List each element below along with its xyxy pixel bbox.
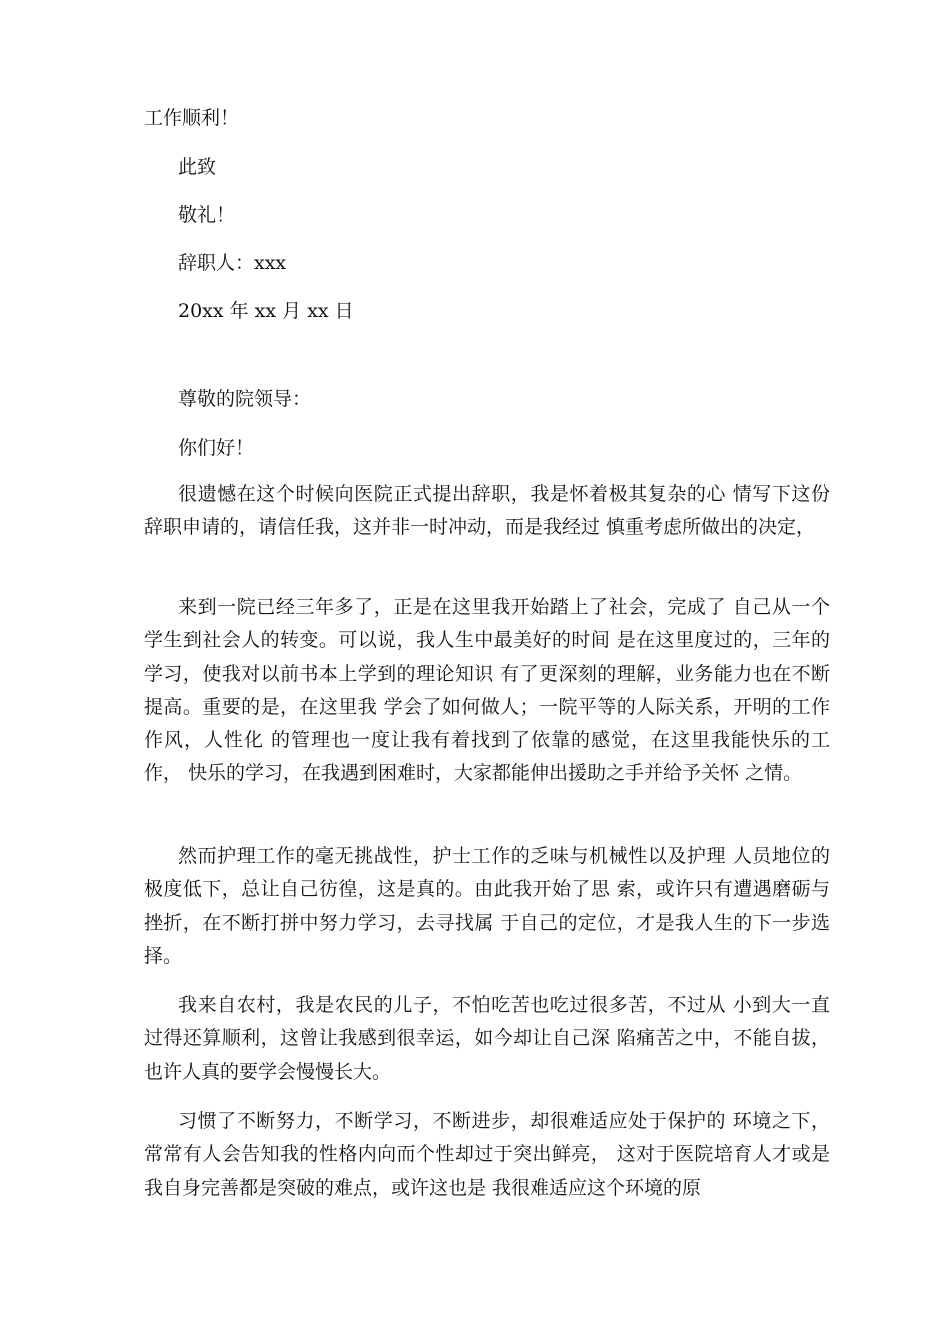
body-paragraph-1: 很遗憾在这个时候向医院正式提出辞职，我是怀着极其复杂的心 情写下这份辞职申请的，请信任我，这并非一时冲动，而是我经过 慎重考虑所做出的决定，	[144, 483, 830, 539]
body-paragraph-2: 来到一院已经三年多了，正是在这里我开始踏上了社会，完成了 自己从一个学生到社会人的转变。可以说，我人生中最美好的时间 是在这里度过的，三年的学习，使我对以前书本上学到的理论知识 有了更深刻的理解，业务能力也在不断提高。重要的是，在这里我 学会了如何做人；一院平等的人际关系，开明的工作作风，人性化 的管理也一度让我有着找到了依靠的感觉，在这里我能快乐的工作， 快乐的学习，在我遇到困难时，大家都能伸出援助之手并给予关怀 之情。	[144, 596, 830, 785]
greeting-hello: 你们好！	[178, 437, 255, 459]
date-line: 20xx 年 xx 月 xx 日	[178, 300, 354, 322]
salutation: 尊敬的院领导：	[178, 388, 312, 410]
signer-line: 辞职人：xxx	[178, 252, 287, 274]
body-paragraph-3: 然而护理工作的毫无挑战性，护士工作的乏味与机械性以及护理 人员地位的极度低下，总让自己彷徨，这是真的。由此我开始了思 索，或许只有遭遇磨砺与挫折，在不断打拼中努力学习，去寻找属 于自己的定位，才是我人生的下一步选择。	[144, 845, 830, 967]
closing-wish-line: 工作顺利！	[144, 107, 240, 129]
body-paragraph-4: 我来自农村，我是农民的儿子，不怕吃苦也吃过很多苦，不过从 小到大一直过得还算顺利，这曾让我感到很幸运，如今却让自己深 陷痛苦之中，不能自拔，也许人真的要学会慢慢长大。	[144, 994, 830, 1083]
closing-cizhi: 此致	[178, 156, 217, 178]
body-paragraph-5: 习惯了不断努力，不断学习，不断进步，却很难适应处于保护的 环境之下，常常有人会告知我的性格内向而个性却过于突出鲜亮， 这对于医院培育人才或是我自身完善都是突破的难点，或许这也是 我很难适应这个环境的原	[144, 1110, 830, 1199]
closing-jingli: 敬礼！	[178, 204, 236, 226]
